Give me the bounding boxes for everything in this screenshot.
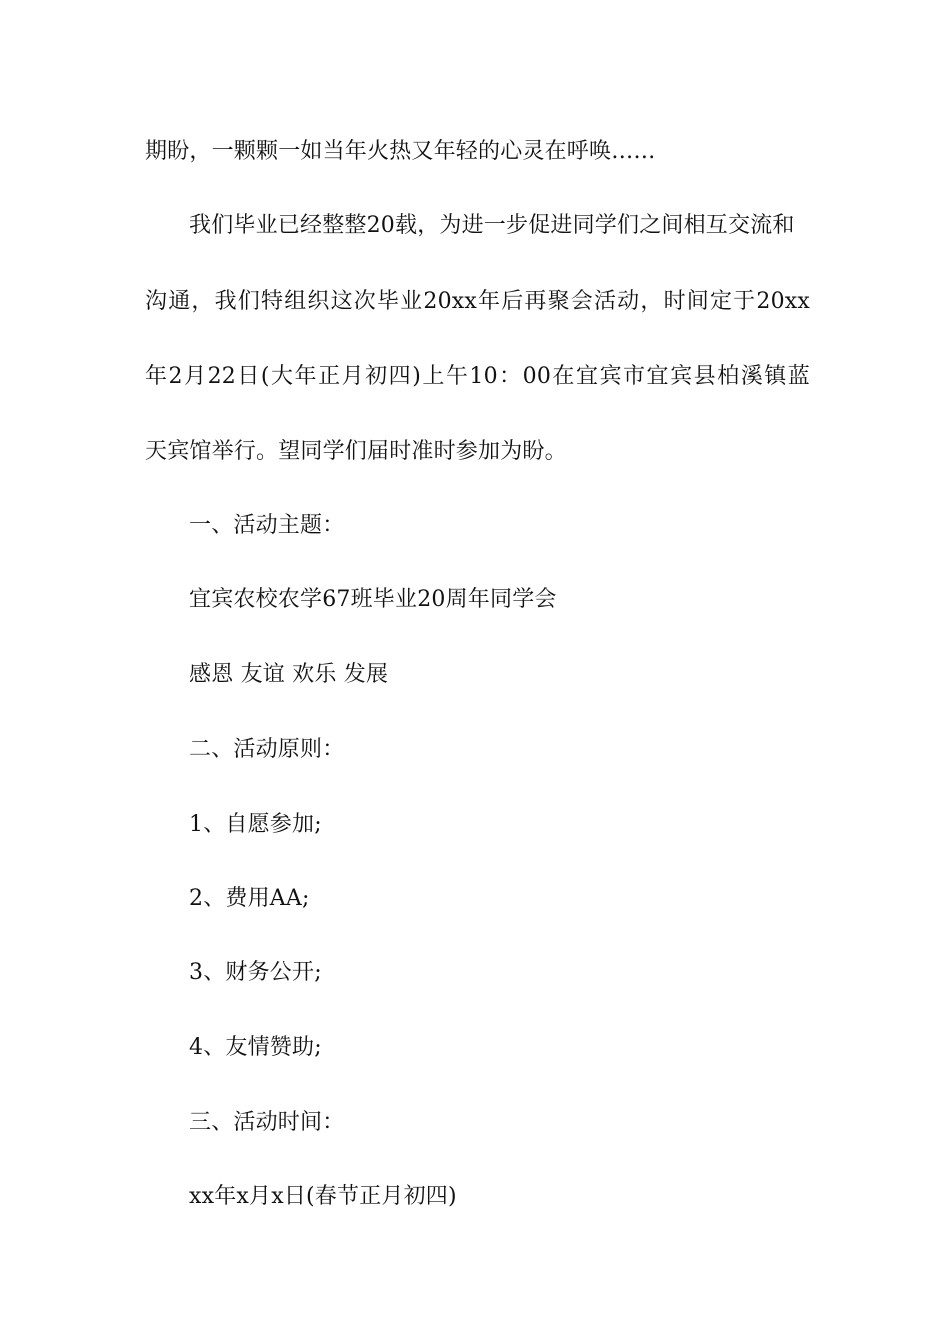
principle-item: 1、自愿参加; (189, 812, 322, 837)
intro-line-4: 天宾馆举行。望同学们届时准时参加为盼。 (145, 439, 567, 464)
section-heading-principles: 二、活动原则： (189, 737, 345, 762)
section-heading-time: 三、活动时间： (189, 1110, 345, 1135)
activity-date: xx年x月x日(春节正月初四) (189, 1184, 457, 1209)
activity-motto: 感恩 友谊 欢乐 发展 (189, 662, 389, 687)
principle-item: 2、费用AA; (189, 886, 310, 911)
principle-item: 3、财务公开; (189, 960, 322, 985)
principle-item: 4、友情赞助; (189, 1035, 322, 1060)
intro-line-2: 沟通，我们特组织这次毕业20xx年后再聚会活动，时间定于20xx (145, 289, 810, 314)
paragraph-continuation: 期盼，一颗颗一如当年火热又年轻的心灵在呼唤…… (145, 139, 656, 164)
intro-line-1: 我们毕业已经整整20载，为进一步促进同学们之间相互交流和 (189, 213, 795, 238)
activity-theme: 宜宾农校农学67班毕业20周年同学会 (189, 587, 557, 612)
section-heading-theme: 一、活动主题： (189, 513, 345, 538)
intro-line-3: 年2月22日(大年正月初四)上午10：00在宜宾市宜宾县柏溪镇蓝 (145, 364, 810, 389)
